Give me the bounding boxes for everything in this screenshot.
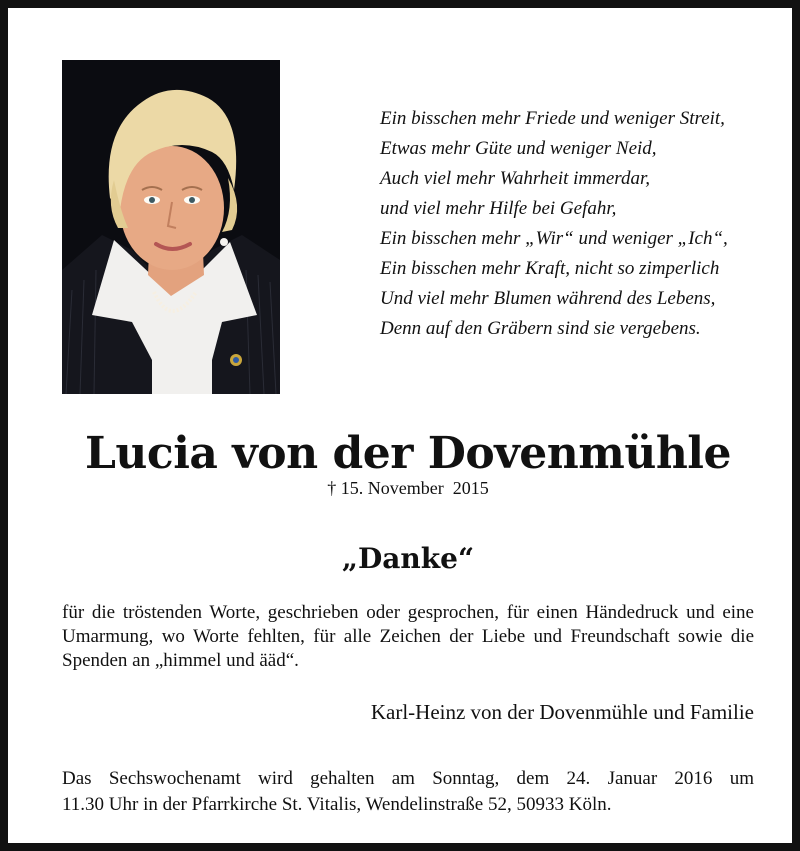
- signature: Karl-Heinz von der Dovenmühle und Familie: [370, 700, 754, 724]
- portrait-photo: [62, 60, 280, 394]
- poem: [380, 104, 780, 344]
- poem-line: Auch viel mehr Wahrheit immerdar,: [380, 168, 651, 189]
- deceased-name: Lucia von der Dovenmühle: [84, 428, 732, 479]
- portrait-illustration: [62, 60, 280, 394]
- poem-line: und viel mehr Hilfe bei Gefahr,: [380, 198, 617, 219]
- poem-line: Denn auf den Gräbern sind sie vergebens.: [380, 318, 701, 339]
- death-date: † 15. November 2015: [327, 478, 489, 498]
- poem-line: Und viel mehr Blumen während des Lebens,: [380, 288, 716, 309]
- poem-line: Ein bisschen mehr Kraft, nicht so zimperlich: [380, 258, 720, 279]
- thanks-heading: „Danke“: [341, 542, 475, 575]
- poem-line: Ein bisschen mehr Friede und weniger Streit,: [380, 108, 725, 129]
- poem-line: Ein bisschen mehr „Wir“ und weniger „Ich“,: [380, 228, 728, 249]
- thanks-text: für die tröstenden Worte, geschrieben oder gesprochen, für einen Händedruck und eine Umarmung, wo Worte fehlten, für alle Zeichen der Liebe und Freundschaft sowie die Spenden an „himmel und ääd“.: [62, 602, 754, 671]
- poem-line: Etwas mehr Güte und weniger Neid,: [380, 138, 657, 159]
- service-line: Das Sechswochenamt wird gehalten am Sonntag, dem 24. Januar 2016 um: [62, 768, 754, 789]
- service-notice: [62, 766, 754, 818]
- service-line: 11.30 Uhr in der Pfarrkirche St. Vitalis, Wendelinstraße 52, 50933 Köln.: [62, 794, 612, 815]
